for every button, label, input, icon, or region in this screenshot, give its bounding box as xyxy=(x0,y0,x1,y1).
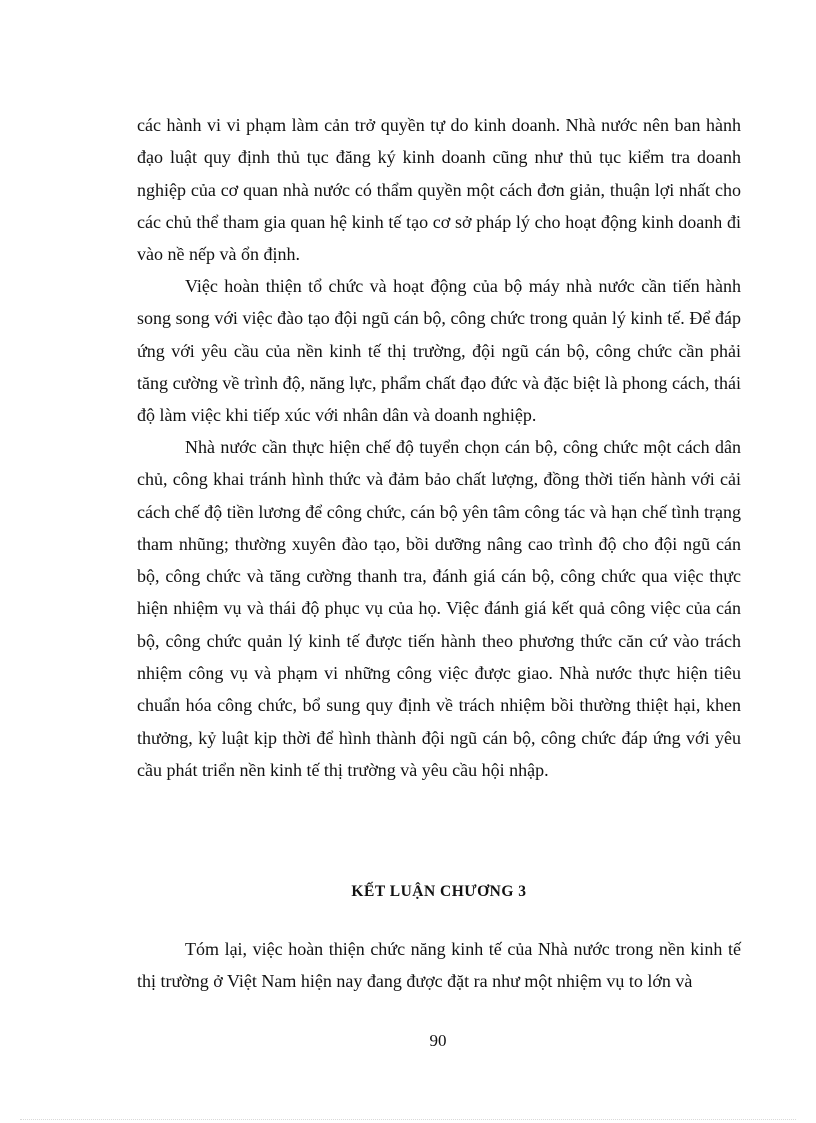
page-bottom-divider xyxy=(20,1119,796,1120)
body-paragraph-continuation: các hành vi vi phạm làm cản trở quyền tự do kinh doanh. Nhà nước nên ban hành đạo luật quy định thủ tục đăng ký kinh doanh cũng như thủ tục kiểm tra doanh nghiệp của cơ quan nhà nước có thẩm quyền một cách đơn giản, thuận lợi nhất cho các chủ thể tham gia quan hệ kinh tế tạo cơ sở pháp lý cho hoạt động kinh doanh đi vào nề nếp và ổn định. xyxy=(137,115,741,265)
section-heading: KẾT LUẬN CHƯƠNG 3 xyxy=(351,883,527,900)
page-number: 90 xyxy=(429,1031,447,1050)
conclusion-paragraph: Tóm lại, việc hoàn thiện chức năng kinh tế của Nhà nước trong nền kinh tế thị trường ở Việt Nam hiện nay đang được đặt ra như một nhiệm vụ to lớn và xyxy=(137,939,741,992)
body-paragraph: Nhà nước cần thực hiện chế độ tuyển chọn cán bộ, công chức một cách dân chủ, công khai tránh hình thức và đảm bảo chất lượng, đồng thời tiến hành với cải cách chế độ tiền lương để công chức, cán bộ yên tâm công tác và hạn chế tình trạng tham nhũng; thường xuyên đào tạo, bồi dưỡng nâng cao trình độ cho đội ngũ cán bộ, công chức và tăng cường thanh tra, đánh giá cán bộ, công chức qua việc thực hiện nhiệm vụ và thái độ phục vụ của họ. Việc đánh giá kết quả công việc của cán bộ, công chức quản lý kinh tế được tiến hành theo phương thức căn cứ vào trách nhiệm công vụ và phạm vi những công việc được giao. Nhà nước thực hiện tiêu chuẩn hóa công chức, bổ sung quy định về trách nhiệm bồi thường thiệt hại, khen thưởng, kỷ luật kịp thời để hình thành đội ngũ cán bộ, công chức đáp ứng với yêu cầu phát triển nền kinh tế thị trường và yêu cầu hội nhập. xyxy=(137,437,741,780)
body-paragraph: Việc hoàn thiện tổ chức và hoạt động của bộ máy nhà nước cần tiến hành song song với việc đào tạo đội ngũ cán bộ, công chức trong quản lý kinh tế. Để đáp ứng với yêu cầu của nền kinh tế thị trường, đội ngũ cán bộ, công chức cần phải tăng cường về trình độ, năng lực, phẩm chất đạo đức và đặc biệt là phong cách, thái độ làm việc khi tiếp xúc với nhân dân và doanh nghiệp. xyxy=(137,276,741,426)
